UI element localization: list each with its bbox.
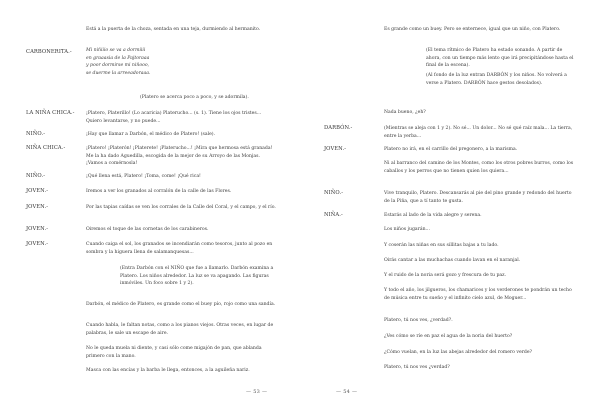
speech-text: ¡Platero! ¡Platerón! ¡Platerete! ¡Platerucho...! ¡Mira que hermosa está granada! Me la ha dado Aguedilla, escogida de la mejor de su Arroyo de las Monjas. ¡Vamos a comérnosla! — [86, 146, 273, 166]
speech-text: Oiremos el toque de las cornetas de los carabineros. — [86, 227, 209, 232]
page-number: — 53 — — [246, 389, 268, 395]
paragraph: No le queda muela ni diente, y casi sólo come migajón de pan, que ablanda primero con la mano. — [86, 346, 262, 359]
paragraph: Platero, tú nos ves ¿verdad? — [384, 365, 450, 370]
paragraph: Y el ruido de la noria será gozo y frescura de tu paz. — [384, 273, 507, 278]
speech-text: ¡Hay que llamar a Darbón, el médico de Platero! (sale). — [86, 132, 216, 137]
paragraph: Oirás cantar a las muchachas cuando lavan en el naranjal. — [384, 258, 521, 263]
verse-line: y poor dormirse mi niñooo, — [86, 63, 150, 69]
speaker-label: NIÑO.- — [26, 173, 46, 179]
speaker-label: NIÑA CHICA.- — [26, 145, 66, 151]
stage-direction: (Al fondo de la luz entran DARBÓN y los niños. No volverá a verse a Platero. DARBÓN hace gestos desolados). — [426, 73, 567, 86]
paragraph: Darbón, el médico de Platero, es grande como el buey pío, rojo como una sandía. — [86, 302, 276, 307]
intro-text: Es grande como un buey. Pero se enternece, igual que un niño, con Platero. — [384, 27, 561, 32]
paragraph: Los niños jugarán... — [384, 227, 430, 232]
speaker-label: JOVEN.- — [26, 241, 49, 247]
speaker-label: NIÑO.- — [26, 131, 46, 137]
speaker-label: LA NIÑA CHICA.- — [26, 110, 75, 116]
speaker-label: JOVEN.- — [324, 146, 347, 152]
right-page — [300, 0, 600, 419]
speaker-label: CARBONERITA.- — [26, 49, 72, 55]
verse-line: se duerme la arreeadoraaa. — [86, 70, 151, 76]
speech-text: (Mientras se aleja con 1 y 2). No sé... Un dolor... No sé qué raíz mala... La tierra, entre la yerba... — [384, 126, 573, 139]
speech-text: Platero no irá, en el carrillo del pregonero, a la marisma. — [384, 147, 518, 152]
line: Nada bueno, ¿eh? — [384, 110, 426, 115]
speech-text: Cuando caiga el sol, los granados se incendiarán como tesoros, junto al pozo en sombra y la higuera llena de salamanquesas... — [86, 242, 273, 255]
stage-direction: (Entra Darbón con el NIÑO que fue a llamarlo. Darbón examina a Platero. Los niños alrededor. La luz se va apagando. Las figuras inmóviles. Un foco sobre 1 y 2). — [120, 266, 274, 286]
speech-text: Iremos a ver los granados al corralón de la calle de las Flores. — [86, 189, 232, 194]
speaker-label: JOVEN.- — [26, 226, 49, 232]
speaker-label: NIÑO.- — [324, 190, 344, 196]
paragraph: Y todo el año, los jilgueros, los chamarices y los verderones te pondrán un techo de música entre tu sueño y el infinito cielo azul, de Moguer... — [384, 288, 572, 301]
paragraph: Masca con las encías y la barba le llega, entonces, a la aguileña nariz. — [86, 368, 250, 373]
speaker-label: JOVEN.- — [26, 188, 49, 194]
speech-text: ¡Qué llena está, Platero! ¡Toma, come! ¡Qué rica! — [86, 174, 201, 179]
intro-text: Está a la puerta de la choza, sentada en una teja, durmiendo al hermanito. — [86, 27, 261, 32]
verse-line: en graaasia de la Pajtoraaa — [86, 55, 150, 61]
stage-direction: (El tema rítmico de Platero ha estado sonando. A partir de ahora, con un tiempo más lento que irá precipitándose hasta el final de la escena). — [426, 48, 574, 68]
speech-text: Estarás al lado de la vida alegre y serena. — [384, 213, 482, 218]
paragraph: ¿Cómo vuelan, en la luz las abejas alrededor del romero verde? — [384, 350, 533, 355]
stage-direction: (Platero se acerca poco a poco, y se adormila). — [140, 95, 249, 100]
speech-text: Vive tranquilo, Platero. Descansarás al pie del pino grande y redondo del huerto de la Piña, que a tí tanto te gusta. — [384, 191, 572, 204]
speaker-label: JOVEN.- — [26, 204, 49, 210]
lullaby-verse — [86, 47, 150, 77]
paragraph: Platero, tú nos ves, ¿verdad?. — [384, 318, 453, 323]
speech-text: ¡Platero, Platerillo! (Lo acaricia) Platerucho... (s. 1). Tiene los ojos tristes... Quiero levantarse, y no puede... — [86, 111, 262, 124]
speech-text: Por las tapias caídas se ven los corrales de la Calle del Coral, y el campo, y el río. — [86, 205, 276, 210]
paragraph: Y coserán las niñas en sus sillitas bajas a tu lado. — [384, 243, 499, 248]
page-number: — 54 — — [336, 389, 358, 395]
speaker-label: DARBÓN.- — [324, 125, 353, 131]
paragraph: Ni al barranco del camino de los Montes, como los otros pobres burros, como los caballos y los perros que no tienen quien los quiera... — [384, 161, 574, 174]
verse-line: Mi niñiiio se va a dormiiii — [86, 48, 146, 53]
paragraph: Cuando habla, le faltan notas, como a los pianos viejos. Otras veces, en lugar de palabras, le sale un escape de aire. — [86, 323, 274, 336]
paragraph: ¿Ves cómo se ríe en paz el agua de la noria del huerto? — [384, 334, 513, 339]
speaker-label: NIÑA.- — [324, 212, 343, 218]
